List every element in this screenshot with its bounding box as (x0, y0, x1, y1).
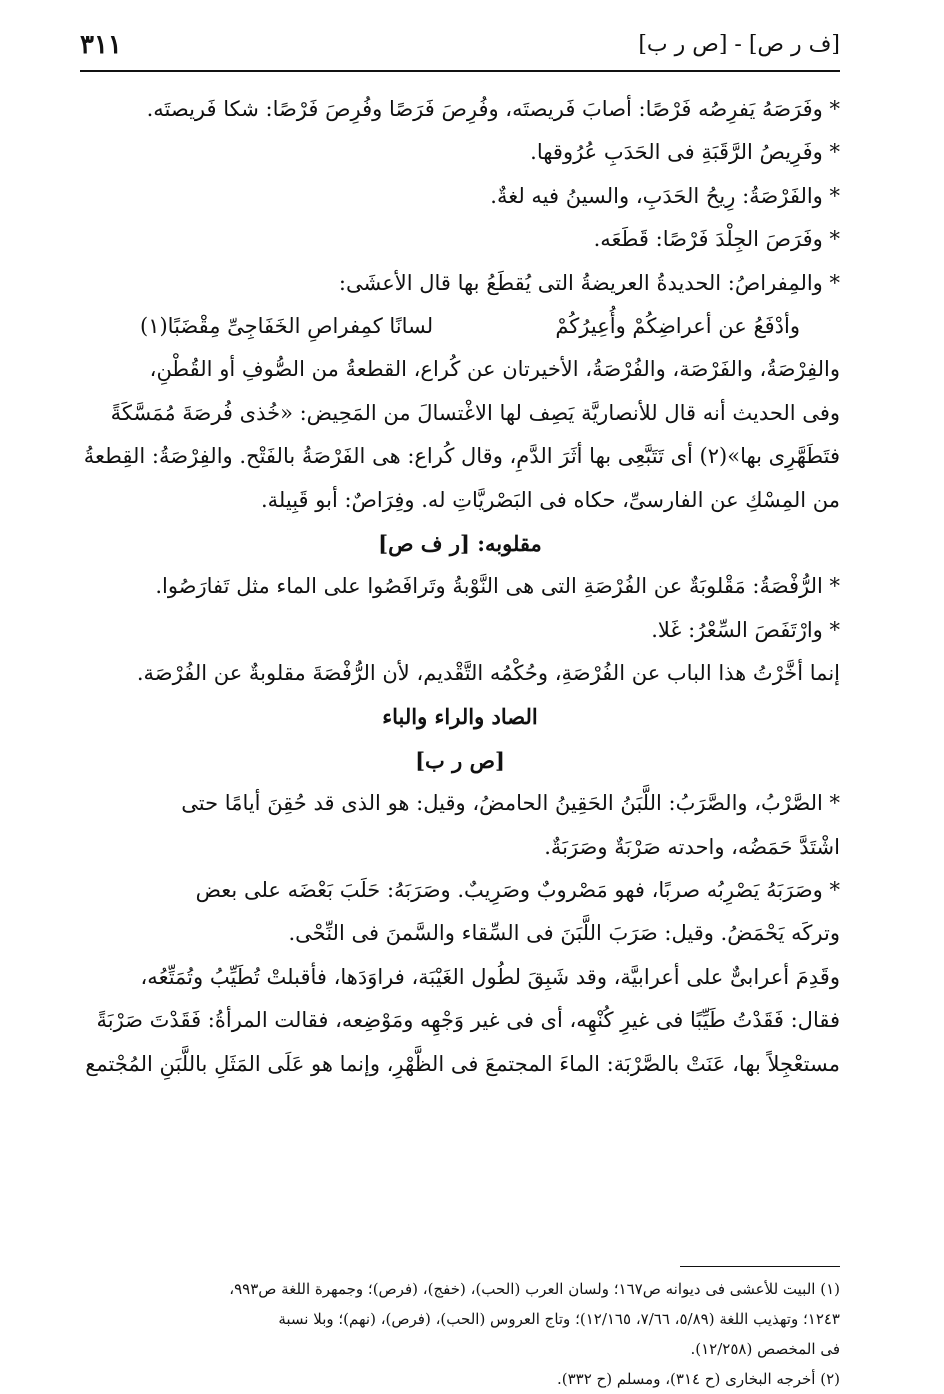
text-line: فتَطَهَّرِى بها»(٢) أى تَتَبَّعِى بها أثَرَ الدَّمِ، وقال كُراع: هى الفَرْصَةُ بالفَتْح. والفِرْصَةُ: القِطعةُ (83, 444, 840, 469)
text-line: من المِسْكِ عن الفارسىِّ، حكاه فى البَصْريَّاتِ له. وفِرَاصٌ: أبو قَبِيلة. (260, 487, 840, 512)
poetry-verse (80, 305, 840, 348)
text-line: * وفَرَصَهُ يَفرِصُه فَرْصًا: أصابَ فَريصتَه، وفُرِصَ فَرَصًا وفُرِصَ فَرْصًا: شكا فَريصتَه. (146, 97, 840, 121)
page-header (80, 30, 840, 72)
text-line: إنما أخَّرْتُ هذا الباب عن الفُرْصَةِ، وحُكْمُه التَّقْديم، لأن الرُّفْصَةَ مقلوبةٌ عن الفُرْصَة. (136, 661, 840, 686)
text-line: * وارْتَفَصَ السِّعْرُ: غَلا. (651, 617, 840, 642)
chapter-heading: الصاد والراء والباء (382, 704, 538, 730)
text-line: مستعْجِلاً بها، عَنَتْ بالصَّرْبَة: الماءَ المجتمعَ فى الظَّهْرِ، وإنما هو عَلَى المَثَلِ باللَّبَنِ المُجْتمع (85, 1051, 840, 1076)
text-line: * الرُّفْصَةُ: مَقْلوبَةٌ عن الفُرْصَةِ التى هى النَّوْبةُ وتَرافَصُوا على الماء مثل تَفارَصُوا. (155, 574, 840, 599)
text-line: * وصَرَبَهُ يَصْرِبُه صربًا، فهو مَصْروبٌ وصَرِيبٌ. وصَرَبَهُ: حَلَبَ بَعْضَه على بعض (195, 878, 840, 903)
text-line: والفِرْصَةُ، والفَرْصَة، والفُرْصَةُ، الأخيرتان عن كُراع، القطعةُ من الصُّوفِ أو القُطْنِ، (149, 357, 840, 382)
text-line: وتركَه يَحْمَضُ. وقيل: صَرَبَ اللَّبَنَ فى السِّقاء والسَّمنَ فى النِّحْى. (288, 921, 840, 946)
verse-hemistich-second: لسانًا كمِفراصِ الخَفَاجِىِّ مِقْضَبًا(١) (140, 313, 434, 338)
root-heading: [ص ر ب] (415, 747, 505, 773)
footnote-line: (١) البيت للأعشى فى ديوانه ص١٦٧؛ ولسان العرب (الحب)، (خفج)، (فرص)؛ وجمهرة اللغة ص٩٩٣، (229, 1280, 840, 1298)
page-number: ٣١١ (80, 30, 122, 60)
main-text (80, 88, 840, 1086)
text-line: * والمِفراصُ: الحديدةُ العريضةُ التى يُقطَعُ بها قال الأعشَى: (338, 270, 840, 295)
footnote-line: فى المخصص (١٢/٢٥٨). (690, 1340, 840, 1358)
text-line: وقَدِمَ أعرابىٌّ على أعرابيَّة، وقد شَبِقَ لطُول الغَيْبَة، فراوَدَها، فأقبلتْ تُطَيِّبُ وتُمَتِّعُه، (140, 964, 840, 989)
running-head: [ف ر ص] - [ص ر ب] (638, 32, 840, 57)
footnote-line: ١٢٤٣؛ وتهذيب اللغة (٥/٨٩، ٧/٦٦، ١٢/١٦٥)؛ وتاج العروس (الحب)، (فرص)، (نهم)؛ وبلا نسبة (278, 1310, 840, 1328)
footnotes (80, 1274, 840, 1394)
verse-hemistich-first: وأدْفَعُ عن أعراضِكُمْ وأُعِيرُكُمْ (555, 313, 800, 338)
footnote-line: (٢) أخرجه البخارى (ح ٣١٤)، ومسلم (ح ٣٣٢). (556, 1370, 840, 1388)
section-heading: مقلوبه: [ر ف ص] (378, 530, 542, 556)
text-line: فقال: فَقَدْتُ طَيِّبًا فى غيرِ كُنْهِه، أى فى غير وَجْهِه ومَوْضِعه، فقالت المرأةُ: فَقَدْتَ صَرْبَةً (96, 1008, 840, 1033)
text-line: اشْتَدَّ حَمَضُه، واحدته صَرْبَةٌ وصَرَبَةٌ. (544, 834, 840, 859)
footnote-divider (680, 1266, 840, 1267)
text-line: * وفَرِيصُ الرَّقَبَةِ فى الحَدَبِ عُرُوقها. (530, 140, 840, 165)
text-line: * الصَّرْبُ، والصَّرَبُ: اللَّبَنُ الحَقِينُ الحامضُ، وقيل: هو الذى قد حُقِنَ أيامًا حتى (181, 791, 840, 816)
text-line: وفى الحديث أنه قال للأنصاريَّة يَصِف لها الاغْتسالَ من المَحِيض: «خُذى فُرصَةَ مُمَسَّكَةً (110, 400, 840, 425)
text-line: * والفَرْصَةُ: رِيحُ الحَدَبِ، والسينُ فيه لغةٌ. (490, 183, 840, 208)
text-line: * وفَرَصَ الجِلْدَ فَرْصًا: قَطَعَه. (593, 227, 840, 252)
